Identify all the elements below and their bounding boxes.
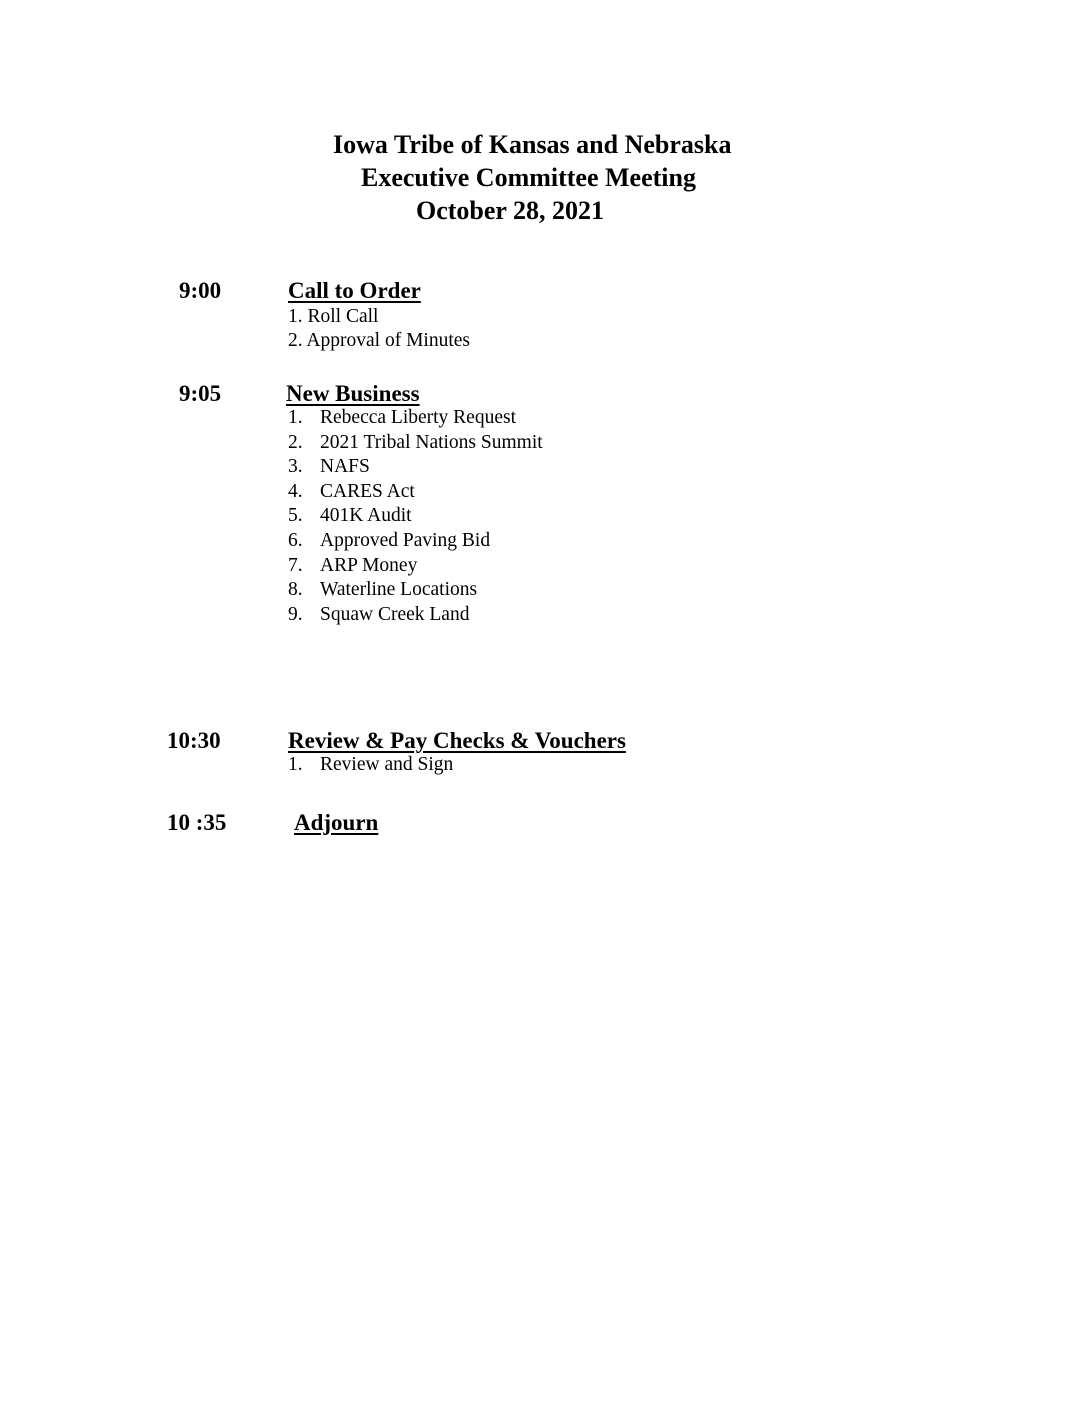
item-text: CARES Act	[320, 480, 415, 502]
item-number: 3.	[288, 456, 303, 478]
list-item	[288, 455, 543, 480]
meeting-date: October 28, 2021	[416, 196, 604, 225]
item-text: 2021 Tribal Nations Summit	[320, 431, 543, 453]
item-number: 2.	[288, 431, 303, 453]
item-number: 9.	[288, 603, 303, 625]
item-number: 1.	[288, 407, 303, 428]
agenda-item-approval-of-minutes: 2. Approval of Minutes	[288, 330, 470, 351]
meeting-name: Executive Committee Meeting	[361, 163, 696, 192]
item-number: 4.	[288, 480, 303, 502]
item-text: Review and Sign	[320, 754, 454, 775]
list-item	[288, 603, 543, 628]
item-text: Waterline Locations	[320, 579, 478, 601]
item-number: 5.	[288, 505, 303, 527]
item-text: Squaw Creek Land	[320, 603, 470, 625]
item-text: 401K Audit	[320, 505, 412, 527]
list-item	[288, 529, 543, 554]
item-number: 8.	[288, 579, 303, 601]
time-adjourn: 10 :35	[167, 810, 227, 835]
list-item	[288, 406, 543, 431]
list-item	[288, 480, 543, 505]
item-text: Rebecca Liberty Request	[320, 407, 516, 428]
item-number: 1.	[288, 754, 303, 775]
item-number: 7.	[288, 554, 303, 576]
list-item	[288, 431, 543, 456]
review-pay-list	[288, 753, 453, 778]
list-item	[288, 753, 453, 778]
time-call-to-order: 9:00	[179, 278, 222, 303]
item-text: Approved Paving Bid	[320, 529, 491, 551]
item-text: ARP Money	[320, 554, 418, 576]
heading-call-to-order: Call to Order	[288, 278, 421, 303]
time-review-pay: 10:30	[167, 728, 221, 753]
agenda-item-roll-call: 1. Roll Call	[288, 306, 379, 327]
heading-review-pay: Review & Pay Checks & Vouchers	[288, 728, 626, 753]
list-item	[288, 504, 543, 529]
list-item	[288, 554, 543, 579]
document-title: Iowa Tribe of Kansas and Nebraska	[333, 130, 732, 159]
heading-new-business: New Business	[286, 381, 420, 406]
item-number: 6.	[288, 529, 303, 551]
list-item	[288, 578, 543, 603]
time-new-business: 9:05	[179, 381, 222, 406]
item-text: NAFS	[320, 456, 370, 478]
new-business-list	[288, 406, 543, 627]
heading-adjourn: Adjourn	[294, 810, 379, 835]
